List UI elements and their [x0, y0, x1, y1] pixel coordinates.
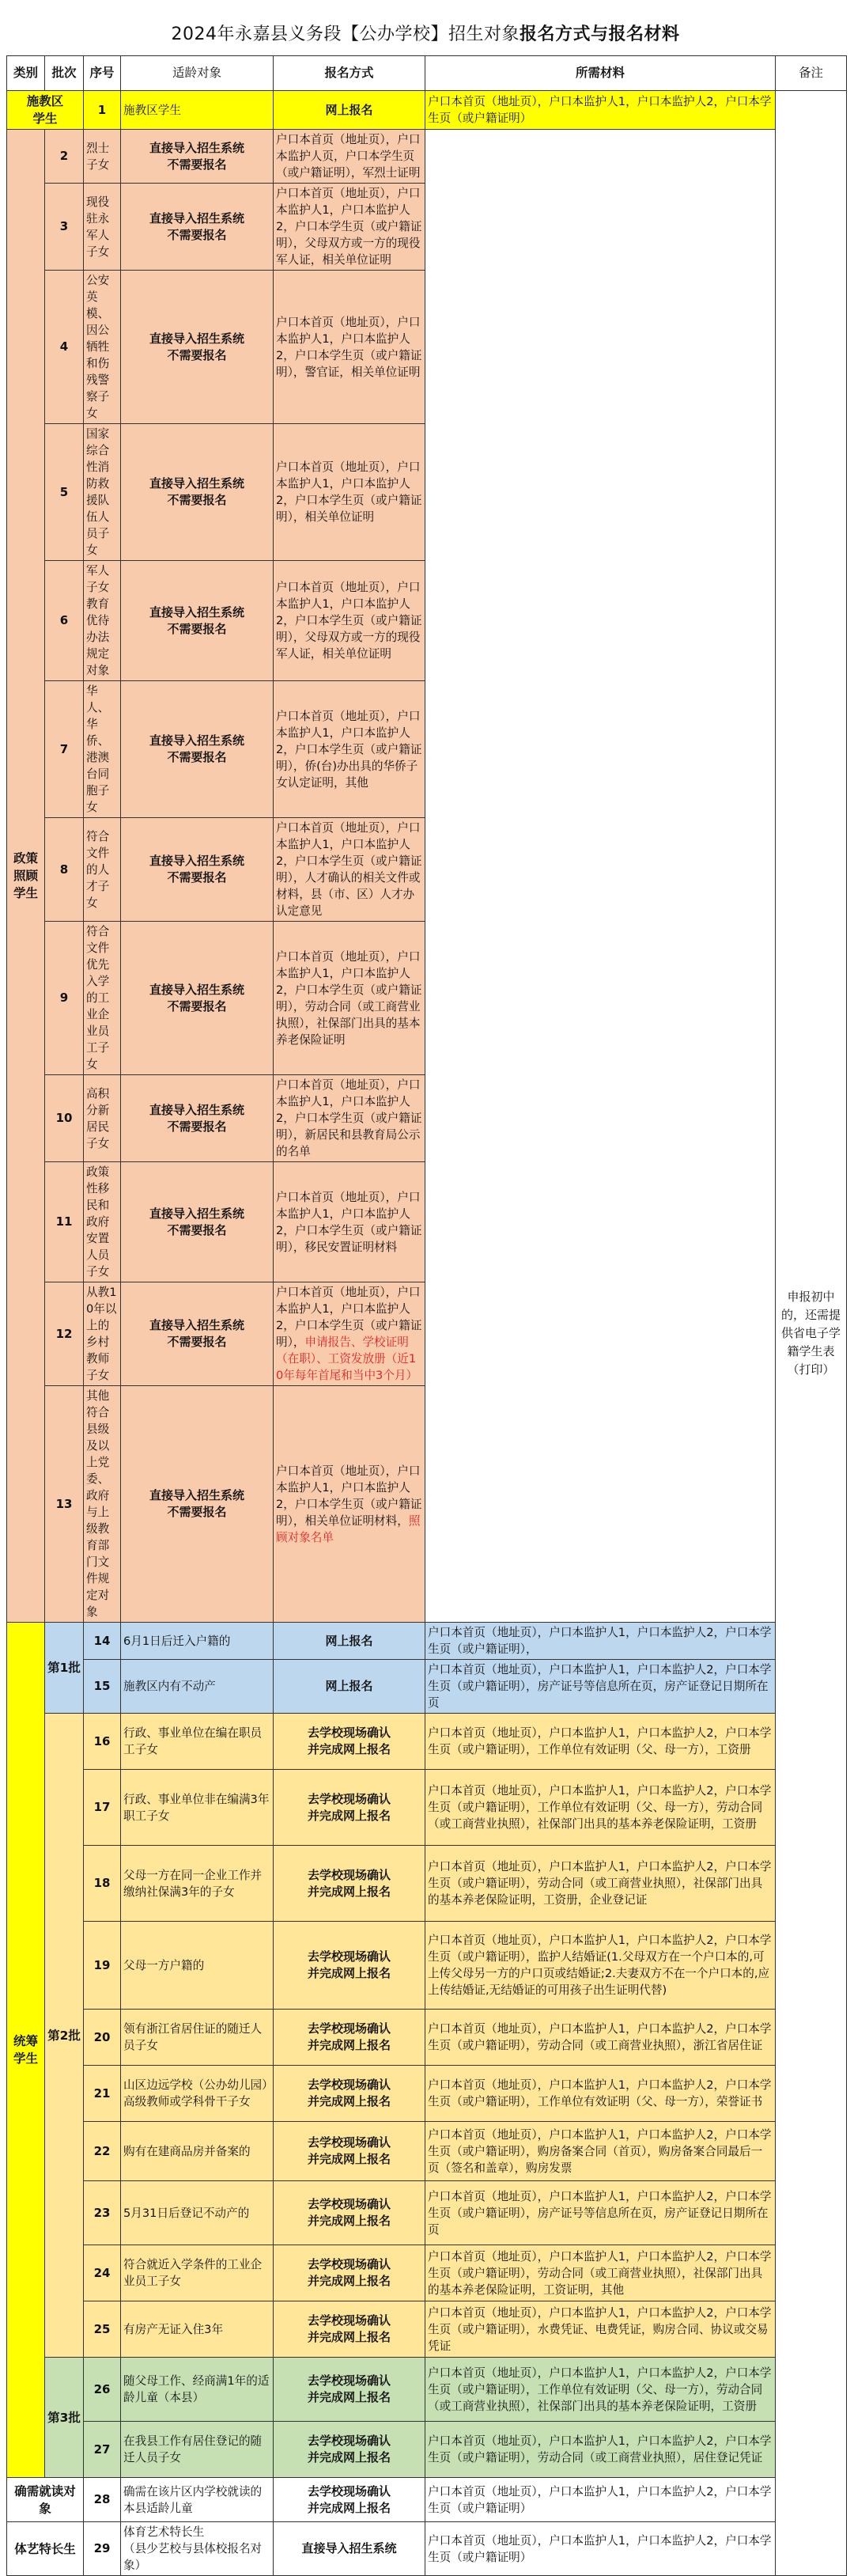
method-cell: 直接导入招生系统 不需要报名	[121, 271, 274, 424]
table-row	[7, 1623, 847, 1660]
header-remark: 备注	[776, 56, 847, 91]
table-row	[7, 91, 847, 130]
target-cell: 烈士子女	[84, 130, 121, 184]
row-number: 28	[84, 2478, 121, 2522]
method-cell: 网上报名	[274, 1623, 425, 1660]
target-cell: 6月1日后迁入户籍的	[121, 1623, 274, 1660]
materials-text: 户口本首页（地址页），户口本监护人1，户口本监护人2，户口本学生页（或户籍证明），	[428, 1626, 772, 1656]
method-cell: 去学校现场确认 并完成网上报名	[274, 2301, 425, 2358]
target-cell: 从教10年以上的乡村教师子女	[84, 1282, 121, 1386]
table-row	[7, 1386, 847, 1623]
row-number: 14	[84, 1623, 121, 1660]
header-row	[7, 56, 847, 91]
row-number: 8	[45, 818, 84, 922]
table-row	[7, 1075, 847, 1162]
row-number: 2	[45, 130, 84, 184]
method-cell: 去学校现场确认 并完成网上报名	[274, 2478, 425, 2522]
materials-cell	[425, 2301, 776, 2358]
materials-cell	[274, 184, 425, 271]
materials-cell	[274, 424, 425, 561]
materials-highlight: 照顾对象名单	[276, 1513, 421, 1544]
materials-cell	[274, 818, 425, 922]
table-row	[7, 2010, 847, 2066]
materials-text: 户口本首页（地址页），户口本监护人1，户口本监护人2，户口本学生页（或户籍证明），	[276, 1286, 422, 1349]
materials-text: 户口本首页（地址页），户口本监护人1，户口本监护人2，户口本学生页（或户籍证明），房产证号等信息所在页，房产证登记日期所在页	[428, 2189, 772, 2237]
method-cell: 去学校现场确认 并完成网上报名	[274, 1770, 425, 1846]
materials-text: 户口本首页（地址页），户口本监护人1，户口本监护人2，户口本学生页（或户籍证明），父母双方或一方的现役军人证，相关单位证明	[276, 187, 422, 267]
header-target: 适龄对象	[121, 56, 274, 91]
materials-text: 户口本首页（地址页），户口本监护人1，户口本监护人2，户口本学生页（或户籍证明），移民安置证明材料	[276, 1190, 422, 1254]
target-cell: 行政、事业单位在编在职员工子女	[121, 1714, 274, 1770]
table-row	[7, 1282, 847, 1386]
row-number: 27	[84, 2422, 121, 2478]
method-cell: 直接导入招生系统 不需要报名	[121, 561, 274, 681]
materials-text: 户口本首页（地址页），户口本监护人1，户口本监护人2，户口本学生页（或户籍证明），新居民和县教育局公示的名单	[276, 1078, 422, 1158]
row-number: 1	[84, 91, 121, 130]
materials-cell	[425, 2181, 776, 2245]
materials-highlight: 申请报告、学校证明（在职）、工资发放册（近10年每年首尾和当中3个月）	[276, 1335, 418, 1382]
materials-cell	[425, 1714, 776, 1770]
row-number: 25	[84, 2301, 121, 2358]
materials-cell	[425, 2066, 776, 2122]
batch-cell: 第3批	[45, 2358, 84, 2478]
target-cell: 符合文件的人才子女	[84, 818, 121, 922]
row-number: 24	[84, 2245, 121, 2301]
category-cell: 政策 照顾 学生	[7, 130, 45, 1623]
target-cell: 在我县工作有居住登记的随迁人员子女	[121, 2422, 274, 2478]
page-title: 2024年永嘉县义务段【公办学校】招生对象报名方式与报名材料	[171, 25, 680, 44]
materials-cell	[274, 922, 425, 1075]
header-method: 报名方式	[274, 56, 425, 91]
method-cell: 直接导入招生系统	[274, 2522, 425, 2576]
materials-cell	[425, 1623, 776, 1660]
target-cell: 符合文件优先入学的工业企业员工子女	[84, 922, 121, 1075]
materials-cell	[425, 2522, 776, 2576]
row-number: 7	[45, 681, 84, 818]
row-number: 11	[45, 1162, 84, 1282]
header-category: 类别	[7, 56, 45, 91]
row-number: 17	[84, 1770, 121, 1846]
materials-cell	[425, 1846, 776, 1922]
header-batch: 批次	[45, 56, 84, 91]
remark-cell: 申报初中的，还需提供省电子学籍学生表（打印）	[776, 91, 847, 2576]
materials-cell	[274, 130, 425, 184]
method-cell: 直接导入招生系统 不需要报名	[121, 1075, 274, 1162]
materials-cell	[274, 1386, 425, 1623]
method-cell: 去学校现场确认 并完成网上报名	[274, 1846, 425, 1922]
method-cell: 去学校现场确认 并完成网上报名	[274, 1714, 425, 1770]
materials-cell	[274, 681, 425, 818]
target-cell: 行政、事业单位非在编满3年职工子女	[121, 1770, 274, 1846]
materials-cell	[274, 271, 425, 424]
materials-cell	[425, 2122, 776, 2181]
materials-text: 户口本首页（地址页），户口本监护人1，户口本监护人2，户口本学生页（或户籍证明），房产证号等信息所在页，房产证登记日期所在页	[428, 1663, 772, 1710]
materials-cell	[425, 2422, 776, 2478]
method-cell: 直接导入招生系统 不需要报名	[121, 681, 274, 818]
target-cell: 父母一方户籍的	[121, 1922, 274, 2010]
method-cell: 直接导入招生系统 不需要报名	[121, 922, 274, 1075]
method-cell: 去学校现场确认 并完成网上报名	[274, 2422, 425, 2478]
materials-cell	[425, 2010, 776, 2066]
materials-cell	[425, 1660, 776, 1714]
materials-text: 户口本首页（地址页），户口本监护人1，户口本监护人2，户口本学生页（或户籍证明），父母双方或一方的现役军人证，相关单位证明	[276, 581, 422, 661]
row-number: 12	[45, 1282, 84, 1386]
target-cell: 施教区学生	[121, 91, 274, 130]
table-row	[7, 2522, 847, 2576]
header-materials: 所需材料	[425, 56, 776, 91]
batch-cell: 第2批	[45, 1714, 84, 2358]
method-cell: 直接导入招生系统 不需要报名	[121, 818, 274, 922]
row-number: 21	[84, 2066, 121, 2122]
materials-text: 户口本首页（地址页），户口本监护人1，户口本监护人2，户口本学生页（或户籍证明）	[428, 95, 772, 125]
row-number: 19	[84, 1922, 121, 2010]
table-row	[7, 1162, 847, 1282]
target-cell: 现役驻永军人子女	[84, 184, 121, 271]
materials-cell	[274, 1075, 425, 1162]
table-row	[7, 561, 847, 681]
table-row	[7, 130, 847, 184]
admission-table	[6, 55, 847, 2576]
method-cell: 去学校现场确认 并完成网上报名	[274, 2245, 425, 2301]
row-number: 4	[45, 271, 84, 424]
table-row	[7, 2066, 847, 2122]
row-number: 5	[45, 424, 84, 561]
table-row	[7, 1846, 847, 1922]
batch-cell: 第1批	[45, 1623, 84, 1714]
row-number: 15	[84, 1660, 121, 1714]
target-cell: 购有在建商品房并备案的	[121, 2122, 274, 2181]
materials-text: 户口本首页（地址页），户口本监护人1，户口本监护人2，户口本学生页（或户籍证明），劳动合同（或工商营业执照），社保部门出具的基本养老保险证明，工资册，企业登记证	[428, 1860, 772, 1907]
target-cell: 体育艺术特长生 （县少艺校与县体校报名对象）	[121, 2522, 274, 2576]
target-cell: 国家综合性消防救援队伍人员子女	[84, 424, 121, 561]
materials-text: 户口本首页（地址页），户口本监护人1，户口本监护人2，户口本学生页（或户籍证明），监护人结婚证(1.父母双方在一个户口本的,可上传父母另一方的户口页或结婚证;2.夫妻双方不在一个户口本的,应上传结婚证,无结婚证的可用孩子出生证明代替)	[428, 1934, 772, 1997]
table-row	[7, 1714, 847, 1770]
header-no: 序号	[84, 56, 121, 91]
row-number: 23	[84, 2181, 121, 2245]
target-cell: 山区边远学校（公办幼儿园）高级教师或学科骨干子女	[121, 2066, 274, 2122]
materials-text: 户口本首页（地址页），户口本监护人1，户口本监护人2，户口本学生页（或户籍证明），购房备案合同（首页），购房备案合同最后一页（签名和盖章），购房发票	[428, 2127, 772, 2175]
row-number: 3	[45, 184, 84, 271]
materials-text: 户口本首页（地址页），户口本监护人1，户口本监护人2，户口本学生页（或户籍证明），相关单位证明	[276, 460, 422, 524]
table-row	[7, 922, 847, 1075]
materials-cell	[425, 1770, 776, 1846]
method-cell: 直接导入招生系统 不需要报名	[121, 130, 274, 184]
table-row	[7, 818, 847, 922]
target-cell: 华人、华侨、港澳台同胞子女	[84, 681, 121, 818]
row-number: 20	[84, 2010, 121, 2066]
materials-text: 户口本首页（地址页），户口本监护人1，户口本监护人2，户口本学生页（或户籍证明），劳动合同（或工商营业执照），浙江省居住证	[428, 2022, 772, 2052]
method-cell: 去学校现场确认 并完成网上报名	[274, 2358, 425, 2422]
target-cell: 确需在该片区内学校就读的本县适龄儿童	[121, 2478, 274, 2522]
target-cell: 符合就近入学条件的工业企业员工子女	[121, 2245, 274, 2301]
category-cell: 统筹 学生	[7, 1623, 45, 2478]
method-cell: 网上报名	[274, 91, 425, 130]
materials-text: 户口本首页（地址页），户口本监护人1，户口本监护人2，户口本学生页（或户籍证明），侨(台)办出具的华侨子女认定证明，其他	[276, 709, 422, 790]
table-row	[7, 271, 847, 424]
materials-text: 户口本首页（地址页），户口本监护人1，户口本监护人2，户口本学生页（或户籍证明），劳动合同（或工商营业执照），社保部门出具的基本养老保险证明	[276, 949, 422, 1047]
row-number: 26	[84, 2358, 121, 2422]
method-cell: 直接导入招生系统 不需要报名	[121, 1282, 274, 1386]
table-row	[7, 2245, 847, 2301]
table-row	[7, 2122, 847, 2181]
materials-text: 户口本首页（地址页），户口本监护人1，户口本监护人2，户口本学生页（或户籍证明），人才确认的相关文件或材料，县（市、区）人才办认定意见	[276, 821, 422, 918]
table-row	[7, 2422, 847, 2478]
table-row	[7, 2478, 847, 2522]
row-number: 13	[45, 1386, 84, 1623]
table-row	[7, 1922, 847, 2010]
method-cell: 网上报名	[274, 1660, 425, 1714]
row-number: 10	[45, 1075, 84, 1162]
category-cell: 体艺特长生	[7, 2522, 84, 2576]
row-number: 9	[45, 922, 84, 1075]
materials-text: 户口本首页（地址页），户口本监护人1，户口本监护人2，户口本学生页（或户籍证明），劳动合同（或工商营业执照），居住登记凭证	[428, 2434, 772, 2464]
method-cell: 直接导入招生系统 不需要报名	[121, 184, 274, 271]
target-cell: 父母一方在同一企业工作并缴纳社保满3年的子女	[121, 1846, 274, 1922]
table-row	[7, 2181, 847, 2245]
method-cell: 去学校现场确认 并完成网上报名	[274, 2122, 425, 2181]
table-row	[7, 2301, 847, 2358]
materials-cell	[425, 1922, 776, 2010]
table-row	[7, 184, 847, 271]
method-cell: 去学校现场确认 并完成网上报名	[274, 1922, 425, 2010]
materials-text: 户口本首页（地址页），户口本监护人1，户口本监护人2，户口本学生页（或户籍证明），工作单位有效证明（父、母一方），劳动合同（或工商营业执照），社保部门出具的基本养老保险证明，工资册	[428, 1784, 772, 1831]
method-cell: 直接导入招生系统 不需要报名	[121, 1386, 274, 1623]
method-cell: 去学校现场确认 并完成网上报名	[274, 2066, 425, 2122]
target-cell: 施教区内有不动产	[121, 1660, 274, 1714]
materials-text: 户口本首页（地址页），户口本监护人1，户口本监护人2，户口本学生页（或户籍证明）	[428, 2484, 772, 2515]
target-cell: 随父母工作、经商满1年的适龄儿童（本县）	[121, 2358, 274, 2422]
materials-cell	[425, 2358, 776, 2422]
row-number: 22	[84, 2122, 121, 2181]
materials-text: 户口本首页（地址页），户口本监护人1，户口本监护人2，户口本学生页（或户籍证明），工作单位有效证明（父、母一方），工资册	[428, 1726, 772, 1756]
materials-cell	[274, 1162, 425, 1282]
category-cell: 确需就读对象	[7, 2478, 84, 2522]
row-number: 18	[84, 1846, 121, 1922]
materials-text: 户口本首页（地址页），户口本监护人1，户口本监护人2，户口本学生页（或户籍证明），工作单位有效证明（父、母一方），劳动合同（或工商营业执照），社保部门出具的基本养老保险证明，工资册	[428, 2366, 772, 2413]
materials-text: 户口本首页（地址页），户口本监护人1，户口本监护人2，户口本学生页（或户籍证明）	[428, 2533, 772, 2564]
method-cell: 去学校现场确认 并完成网上报名	[274, 2010, 425, 2066]
row-number: 6	[45, 561, 84, 681]
target-cell: 有房产无证入住3年	[121, 2301, 274, 2358]
target-cell: 领有浙江省居住证的随迁人员子女	[121, 2010, 274, 2066]
method-cell: 直接导入招生系统 不需要报名	[121, 424, 274, 561]
materials-text: 户口本首页（地址页），户口本监护人1，户口本监护人2，户口本学生页（或户籍证明），水费凭证、电费凭证，购房合同、协议或交易凭证	[428, 2305, 772, 2353]
table-row	[7, 424, 847, 561]
method-cell: 去学校现场确认 并完成网上报名	[274, 2181, 425, 2245]
materials-cell	[425, 2478, 776, 2522]
target-cell: 公安英模、因公牺牲和伤残警察子女	[84, 271, 121, 424]
materials-cell	[425, 91, 776, 130]
materials-cell	[274, 1282, 425, 1386]
materials-text: 户口本首页（地址页），户口本监护人页，户口本学生页（或户籍证明），军烈士证明	[276, 133, 421, 180]
materials-text: 户口本首页（地址页），户口本监护人1，户口本监护人2，户口本学生页（或户籍证明），警官证，相关单位证明	[276, 315, 422, 379]
category-cell: 施教区 学生	[7, 91, 84, 130]
table-row	[7, 2358, 847, 2422]
table-row	[7, 681, 847, 818]
materials-cell	[274, 561, 425, 681]
table-row	[7, 1660, 847, 1714]
method-cell: 直接导入招生系统 不需要报名	[121, 1162, 274, 1282]
materials-text: 户口本首页（地址页），户口本监护人1，户口本监护人2，户口本学生页（或户籍证明），工作单位有效证明（父、母一方），荣誉证书	[428, 2078, 772, 2108]
target-cell: 5月31日后登记不动产的	[121, 2181, 274, 2245]
materials-text: 户口本首页（地址页），户口本监护人1，户口本监护人2，户口本学生页（或户籍证明），相关单位证明材料，	[276, 1464, 422, 1528]
target-cell: 高积分新居民子女	[84, 1075, 121, 1162]
row-number: 16	[84, 1714, 121, 1770]
materials-cell	[425, 2245, 776, 2301]
materials-text: 户口本首页（地址页），户口本监护人1，户口本监护人2，户口本学生页（或户籍证明），劳动合同（或工商营业执照），社保部门出具的基本养老保险证明，工资证明，其他	[428, 2249, 772, 2297]
target-cell: 军人子女教育优待办法规定对象	[84, 561, 121, 681]
table-row	[7, 1770, 847, 1846]
target-cell: 其他符合县级及以上党委、政府与上级教育部门文件规定对象	[84, 1386, 121, 1623]
row-number: 29	[84, 2522, 121, 2576]
target-cell: 政策性移民和政府安置人员子女	[84, 1162, 121, 1282]
